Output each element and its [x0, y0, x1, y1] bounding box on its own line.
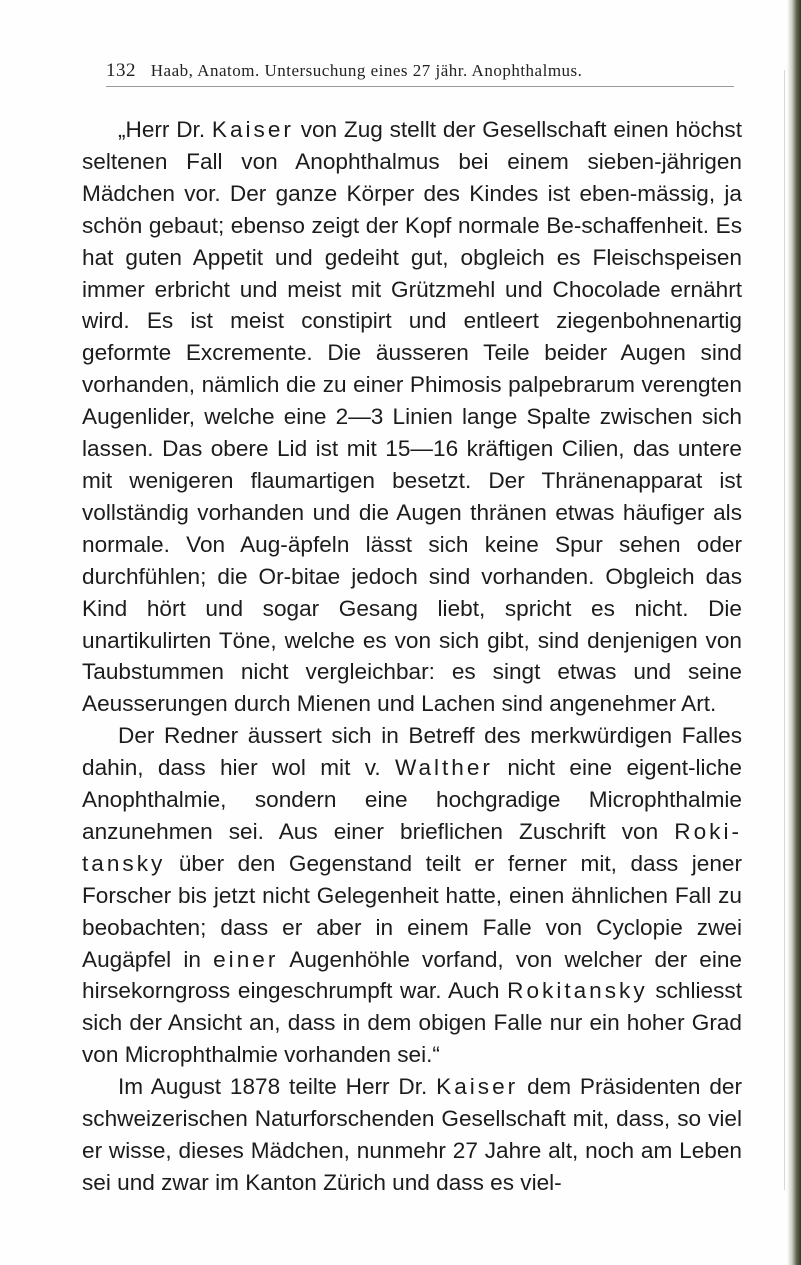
page-edge-shadow	[787, 0, 801, 1265]
paragraph-2	[82, 720, 742, 1071]
page-edge-line	[784, 70, 785, 1190]
person-name: Walther	[394, 755, 493, 781]
text-run: dem Präsidenten der schweizerischen Naturforschenden Gesellschaft mit, dass, so viel er wisse, dieses Mädchen, nunmehr 27 Jahre alt, noch am Leben sei und zwar im Kanton Zürich und dass es viel-	[82, 1074, 742, 1195]
text-run: schliesst sich der Ansicht an, dass in dem obigen Falle nur ein hoher Grad von Microphthalmie vorhanden sei.“	[82, 978, 742, 1068]
person-name: Kaiser	[211, 117, 294, 142]
paragraph-1	[82, 114, 742, 720]
text-run: von Zug stellt der Gesellschaft einen höchst seltenen Fall von Anophthalmus bei einem sieben-jährigen Mädchen vor. Der ganze Körper des Kindes ist eben-mässig, ja schön gebaut; ebenso zeigt der Kopf normale Be-schaffenheit. Es hat guten Appetit und gedeiht gut, obgleich es Fleischspeisen immer erbricht und meist mit Grützmehl und Chocolade ernährt wird. Es ist meist constipirt und entleert ziegenbohnenartig geformte Excremente. Die äusseren Teile beider Augen sind vorhanden, nämlich die zu einer Phimosis palpebrarum verengten Augenlider, welche eine 2—3 Linien lange Spalte zwischen sich lassen. Das obere Lid ist mit 15—16 kräftigen Cilien, das untere mit wenigeren flaumartigen besetzt. Der Thränenapparat ist vollständig vorhanden und die Augen thränen etwas häufiger als normale. Von Aug-äpfeln lässt sich keine Spur sehen oder durchfühlen; die Or-bitae jedoch sind vorhanden. Obgleich das Kind hört und sogar Gesang liebt, spricht es nicht. Die unartikulirten Töne, welche es von sich gibt, sind denjenigen von Taubstummen nicht vergleichbar: es singt etwas und seine Aeusserungen durch Mienen und Lachen sind angenehmer Art.	[82, 117, 742, 717]
header-rule	[106, 86, 734, 87]
person-name: Rokitansky	[507, 978, 648, 1004]
person-name: Roki-tansky	[82, 818, 742, 876]
emphasis: einer	[213, 946, 279, 972]
text-run: über den Gegenstand teilt er ferner mit, dass jener Forscher bis jetzt nicht Gelegenheit hatte, einen ähnlichen Fall zu beobachten; dass er aber in einem Falle von Cyclopie zwei Augäpfel in	[82, 850, 742, 972]
running-header	[106, 60, 766, 84]
body-text	[82, 114, 742, 1199]
paragraph-3	[82, 1071, 742, 1199]
person-name: Kaiser	[436, 1074, 519, 1100]
running-title: Haab, Anatom. Untersuchung eines 27 jähr. Anophthalmus.	[150, 61, 583, 80]
text-run: nicht eine eigent-liche Anophthalmie, sondern eine hochgradige Microphthalmie anzunehmen sei. Aus einer brieflichen Zuschrift von	[82, 755, 742, 844]
text-run: Augenhöhle vorfand, von welcher der eine hirsekorngross eingeschrumpft war. Auch	[82, 946, 742, 1004]
text-run: Im August 1878 teilte Herr Dr.	[118, 1074, 437, 1100]
text-run: Der Redner äussert sich in Betreff des merkwürdigen Falles dahin, dass hier wol mit v.	[82, 723, 742, 781]
text-run: „Herr Dr.	[118, 117, 212, 142]
page-number: 132	[106, 60, 136, 81]
